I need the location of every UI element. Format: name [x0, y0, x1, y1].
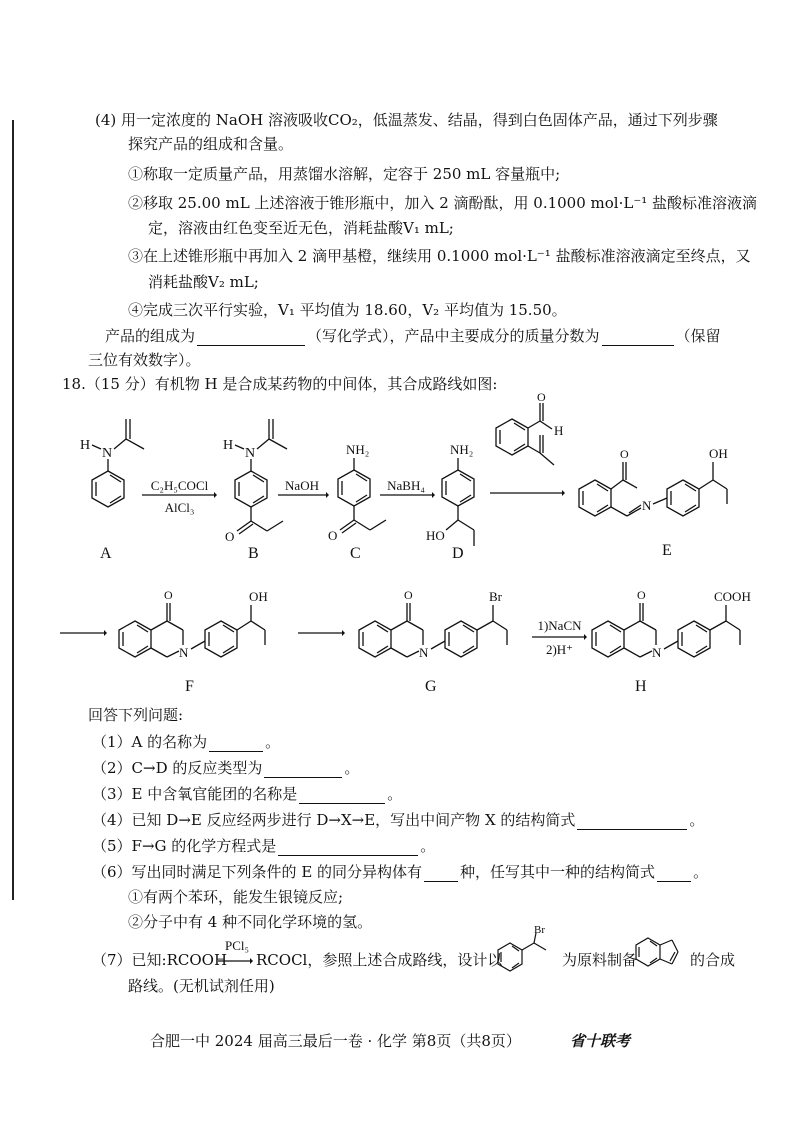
- arrow-d-e: [490, 488, 566, 498]
- sub4-end: 。: [689, 811, 705, 829]
- sub3-text: （3）E 中含氧官能团的名称是: [92, 785, 298, 803]
- atom-o: O: [404, 588, 413, 602]
- q18-prompt: 回答下列问题:: [88, 706, 184, 724]
- sub1-text: （1）A 的名称为: [92, 733, 208, 751]
- atom-nh2: NH₂: [450, 442, 474, 457]
- sub7-arrow: [218, 956, 254, 966]
- part4-intro-2: 探究产品的组成和含量。: [128, 135, 294, 153]
- part4-step-1: ①称取一定质量产品，用蒸馏水溶解，定容于 250 mL 容量瓶中;: [128, 165, 561, 183]
- structure-h: [588, 585, 788, 679]
- atom-n: N: [419, 645, 429, 660]
- atom-oh: OH: [249, 589, 268, 604]
- answer-label-a: 产品的组成为: [105, 327, 196, 345]
- part4-step-4: ④完成三次平行实验，V₁ 平均值为 18.60，V₂ 平均值为 15.50。: [128, 301, 567, 319]
- sub4-blank[interactable]: [577, 813, 687, 830]
- atom-o: O: [620, 447, 629, 461]
- atom-o: O: [537, 390, 546, 404]
- arrow-a-b: [142, 490, 217, 500]
- q18-sub4: [92, 810, 704, 830]
- arrow-c-d: [380, 490, 436, 500]
- atom-n: N: [642, 498, 652, 513]
- arrow-f-g: [298, 628, 348, 638]
- q18-cond2: ②分子中有 4 种不同化学环境的氢。: [128, 913, 373, 931]
- q18-title: 18.（15 分）有机物 H 是合成某药物的中间体，其合成路线如图:: [62, 375, 498, 393]
- label-g: G: [425, 678, 437, 695]
- arrow-b-c: [278, 490, 330, 500]
- q18-sub3: [92, 784, 402, 804]
- q18-sub7-d: 的合成: [690, 951, 736, 969]
- atom-nh2: NH₂: [346, 442, 370, 457]
- answer-label-b: （写化学式），产品中主要成分的质量分数为: [307, 327, 600, 345]
- reagent-bc: NaOH: [285, 478, 319, 493]
- q18-cond1: ①有两个苯环，能发生银镜反应;: [128, 888, 344, 906]
- sub1-blank[interactable]: [209, 735, 263, 752]
- atom-o: O: [637, 588, 646, 602]
- reagent-ab-bottom: AlCl₃: [164, 500, 195, 515]
- label-d: D: [452, 545, 464, 562]
- atom-br: Br: [489, 589, 502, 604]
- sub3-end: 。: [387, 785, 403, 803]
- sub5-text: （5）F→G 的化学方程式是: [92, 837, 277, 855]
- q18-sub1: [92, 732, 280, 752]
- label-b: B: [248, 545, 259, 562]
- part4-step-3a: ③在上述锥形瓶中再加入 2 滴甲基橙，继续用 0.1000 mol·L⁻¹ 盐酸标准溶液滴定至终点，又: [128, 247, 751, 265]
- part4-answer-line: [105, 326, 721, 346]
- structure-e: [575, 440, 785, 544]
- q18-sub5: [92, 836, 435, 856]
- atom-ho: HO: [426, 528, 445, 543]
- reagent-ab-top: C₂H₅COCl: [150, 478, 209, 493]
- atom-n: N: [652, 645, 662, 660]
- label-f: F: [185, 678, 194, 695]
- atom-oh: OH: [709, 446, 728, 461]
- arrow-g-h: [532, 632, 588, 642]
- answer-blank-composition[interactable]: [197, 329, 305, 346]
- arrow-e-f: [60, 628, 110, 638]
- atom-n: N: [245, 446, 256, 461]
- part4-step-3b: 消耗盐酸V₂ mL;: [148, 273, 259, 291]
- atom-h: H: [80, 438, 91, 453]
- sub7-reagent: PCl₅: [224, 938, 250, 953]
- sub5-end: 。: [420, 837, 436, 855]
- atom-o: O: [328, 528, 338, 543]
- atom-o: O: [225, 529, 235, 544]
- label-h: H: [635, 678, 647, 695]
- part4-intro-1: (4) 用一定浓度的 NaOH 溶液吸收CO₂，低温蒸发、结晶，得到白色固体产品，通过下列步骤: [95, 111, 718, 129]
- part4-step-2a: ②移取 25.00 mL 上述溶液于锥形瓶中，加入 2 滴酚酞，用 0.1000 mol·L⁻¹ 盐酸标准溶液滴: [128, 194, 758, 212]
- structure-indene: [632, 930, 688, 978]
- atom-h: H: [554, 423, 564, 438]
- answer-label-c: （保留: [675, 327, 721, 345]
- atom-o: O: [164, 588, 173, 602]
- q18-sub2: [92, 758, 359, 778]
- sub2-text: （2）C→D 的反应类型为: [92, 759, 263, 777]
- atom-cooh: COOH: [714, 589, 751, 604]
- atom-n: N: [102, 446, 113, 461]
- reagent-gh-top: 1)NaCN: [537, 618, 582, 633]
- sub6-text-2: 种，任写其中一种的结构简式: [460, 863, 656, 881]
- page-footer: 合肥一中 2024 届高三最后一卷 · 化学 第8页（共8页）: [150, 1032, 521, 1050]
- label-a: A: [100, 545, 112, 562]
- part4-step-2b: 定，溶液由红色变至近无色，消耗盐酸V₁ mL;: [148, 219, 454, 237]
- atom-br: Br: [534, 924, 545, 936]
- q18-sub6: [92, 862, 708, 882]
- q18-sub7-b: RCOCl，参照上述合成路线，设计以: [256, 951, 503, 969]
- sub6-text: （6）写出同时满足下列条件的 E 的同分异构体有: [92, 863, 423, 881]
- reagent-gh-bottom: 2)H⁺: [545, 642, 574, 657]
- label-e: E: [662, 542, 672, 559]
- label-c: C: [350, 545, 361, 562]
- part4-answer-line-2: 三位有效数字）。: [88, 351, 201, 369]
- structure-reagent-aldehyde: [490, 390, 570, 489]
- atom-h: H: [223, 438, 234, 453]
- sub1-end: 。: [265, 733, 281, 751]
- reagent-cd: NaBH₄: [387, 478, 425, 493]
- sub2-blank[interactable]: [264, 761, 342, 778]
- sub2-end: 。: [344, 759, 360, 777]
- sub5-blank[interactable]: [278, 839, 418, 856]
- structure-g: [355, 585, 545, 679]
- sub6-blank-count[interactable]: [424, 865, 458, 882]
- sub6-end: 。: [693, 863, 709, 881]
- sub6-blank-structure[interactable]: [657, 865, 691, 882]
- q18-sub7-a: （7）已知:RCOOH: [92, 951, 228, 969]
- structure-bromoethylbenzene: [496, 925, 556, 979]
- q18-sub7-e: 路线。(无机试剂任用): [128, 977, 275, 995]
- sub3-blank[interactable]: [299, 787, 385, 804]
- q18-sub7-c: 为原料制备: [562, 951, 638, 969]
- atom-n: N: [179, 645, 189, 660]
- structure-a: [70, 405, 160, 539]
- publisher-stamp: 省十联考: [570, 1032, 631, 1050]
- sub4-text: （4）已知 D→E 反应经两步进行 D→X→E，写出中间产物 X 的结构简式: [92, 811, 576, 829]
- margin-rule: [12, 120, 14, 900]
- answer-blank-mass-fraction[interactable]: [602, 329, 674, 346]
